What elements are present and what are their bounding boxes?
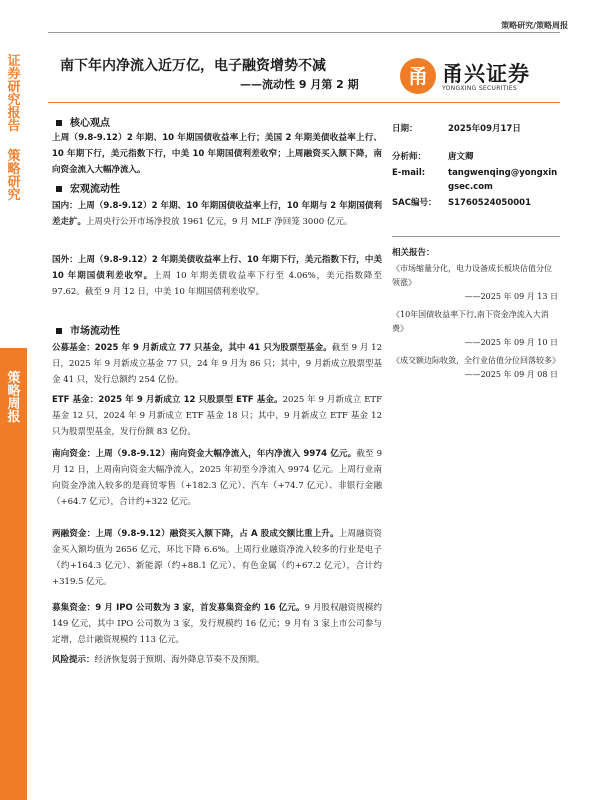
risk-paragraph: 风险提示：经济恢复弱于预期、海外降息节奏不及预期。 bbox=[52, 655, 265, 665]
bullet-square-icon bbox=[56, 120, 62, 126]
macro-domestic-paragraph: 国内：上周（9.8-9.12）2 年期、10 年期国债收益率上行，10 年期与 2 年期国债利差走扩。上周央行公开市场净投放 1961 亿元，9 月 MLF 净回笼 3000 亿元。 bbox=[52, 201, 382, 227]
sidebar-bottom-text: 策略周报 bbox=[7, 371, 21, 425]
related-item[interactable]: 《成交额边际收敛，全行业估值分位回落较多》 ——2025 年 09 月 08 日 bbox=[392, 356, 560, 379]
logo-name: 甬兴证券 bbox=[442, 62, 530, 86]
market-southbound-paragraph: 南向资金：上周（9.8-9.12）南向资金大幅净流入，年内净流入 9974 亿元。截至 9 月 12 日，上周南向资金大幅净流入，2025 年初至今净流入 9974 亿元。上周行业南向资金净流入较多的是商贸零售（+182.3 亿元）、汽车（+74.7 亿元）、非银行金融（+64.7 亿元），合计约+322 亿元。 bbox=[52, 449, 382, 507]
macro-foreign-paragraph: 国外：上周（9.8-9.12）2 年期美债收益率上行、10 年期下行，美元指数下行，中美 10 年期国债利差收窄。上周 10 年期美债收益率下行至 4.06%，美元指数降至 97.62。截至 9 月 12 日，中美 10 年期国债利差收窄。 bbox=[52, 255, 382, 297]
related-title: 相关报告： bbox=[392, 248, 435, 258]
report-type-tag: 策略研究/策略周报 bbox=[501, 21, 568, 30]
header-divider bbox=[48, 102, 560, 103]
sidebar-mid-text: 策略研究 bbox=[7, 149, 21, 203]
logo-mark-icon: 甬 bbox=[400, 58, 436, 94]
info-email: E-mail: tangwenqing@yongxingsec.com bbox=[392, 168, 558, 192]
section-macro-title: 宏观流动性 bbox=[52, 180, 120, 195]
market-fund-paragraph: 公募基金：2025 年 9 月新成立 77 只基金，其中 41 只为股票型基金。截至 9 月 12 日，2025 年 9 月新成立基金 77 只，24 年 9 月为 86 只；其中，9 月新成立股票型基金 41 只，发行总额约 254 亿份。 bbox=[52, 343, 382, 385]
info-date: 日期： 2025年09月17日 bbox=[392, 124, 521, 134]
top-divider bbox=[48, 32, 560, 33]
company-logo bbox=[400, 56, 550, 96]
report-subtitle: ——流动性 9 月第 2 期 bbox=[240, 78, 359, 91]
market-ipo-paragraph: 募集资金：9 月 IPO 公司数为 3 家，首发募集资金约 16 亿元。9 月股权融资规模约 149 亿元，其中 IPO 公司数为 3 家，发行规模约 16 亿元；9 月有 3 家上市公司参与定增，总计融资规模约 113 亿元。 bbox=[52, 603, 382, 645]
related-item[interactable]: 《市场缩量分化，电力设备成长板块估值分位领涨》 ——2025 年 09 月 13 日 bbox=[392, 264, 558, 301]
market-margin-paragraph: 两融资金：上周（9.8-9.12）融资买入额下降，占 A 股成交额比重上升。上周融资资金买入额均值为 2656 亿元，环比下降 6.6%。上周行业融资净流入较多的行业是电子（约+164.3 亿元）、新能源（约+88.1 亿元）、有色金属（约+67.2 亿元），合计约+319.5 亿元。 bbox=[52, 529, 382, 587]
section-market-title: 市场流动性 bbox=[52, 322, 120, 337]
info-analyst: 分析师： 唐文卿 bbox=[392, 152, 474, 162]
section-core-title: 核心观点 bbox=[52, 114, 110, 129]
sidebar-top-text: 证券研究报告 bbox=[7, 54, 21, 134]
report-title: 南下年内净流入近万亿，电子融资增势不减 bbox=[60, 58, 326, 74]
info-sac: SAC编号： S1760524050001 bbox=[392, 198, 532, 208]
logo-english: YONGXING SECURITIES bbox=[442, 85, 517, 92]
market-etf-paragraph: ETF 基金：2025 年 9 月新成立 12 只股票型 ETF 基金。2025 年 9 月新成立 ETF 基金 12 只，2024 年 9 月新成立 ETF 基金 18 只；其中，9 月新成立 ETF 基金 12 只为股票型基金，发行份额 83 亿份。 bbox=[52, 395, 382, 437]
core-paragraph: 上周（9.8-9.12）2 年期、10 年期国债收益率上行；美国 2 年期美债收益率上行、10 年期下行，美元指数下行，中美 10 年期国债利差收窄；上周融资买入额下降，南向资金流入大幅净流入。 bbox=[52, 133, 382, 175]
bullet-square-icon bbox=[56, 328, 62, 334]
bullet-square-icon bbox=[56, 186, 62, 192]
info-divider bbox=[392, 236, 560, 237]
related-item[interactable]: 《10年国债收益率下行,南下资金净流入大消费》 ——2025 年 09 月 10 日 bbox=[392, 310, 558, 347]
